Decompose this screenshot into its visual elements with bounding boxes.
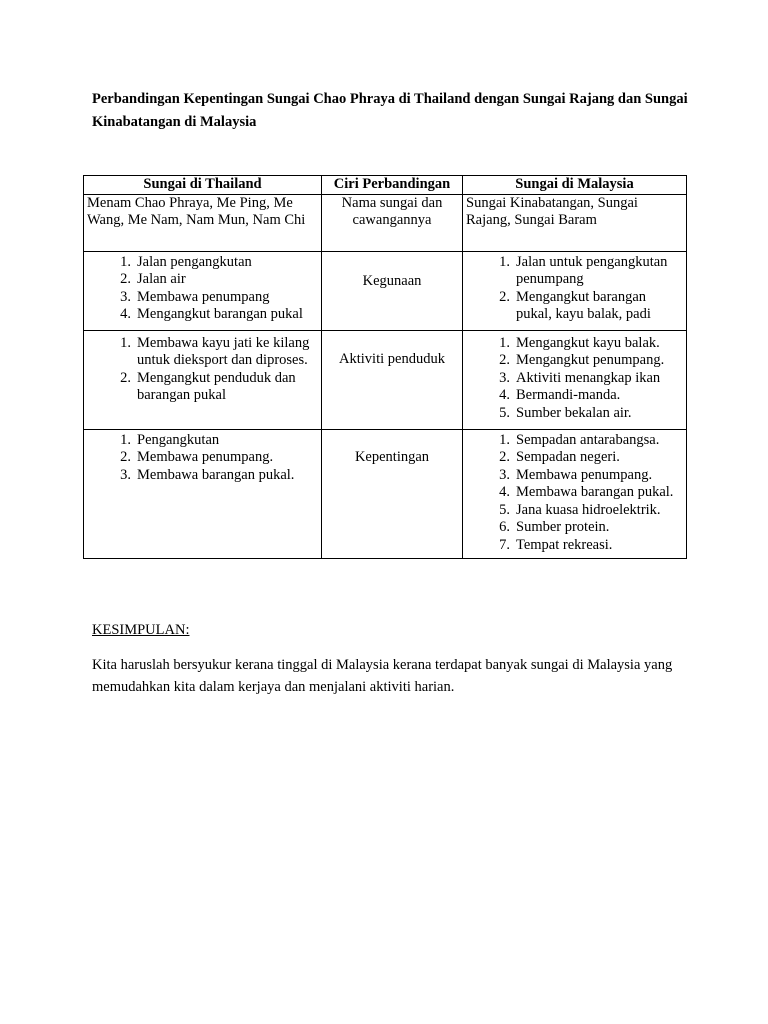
list-item: Mengangkut penumpang. xyxy=(516,352,665,368)
header-thailand: Sungai di Thailand xyxy=(84,176,322,195)
cell-ciri-aktiviti xyxy=(322,330,463,429)
list-item: Sumber bekalan air. xyxy=(516,404,632,421)
cell-malaysia-kepentingan xyxy=(463,429,687,559)
list-item: Jalan pengangkutan xyxy=(137,253,252,270)
cell-thailand-names: Menam Chao Phraya, Me Ping, Me Wang, Me Nam, Nam Mun, Nam Chi xyxy=(84,194,322,251)
table-row xyxy=(84,251,687,330)
list-item: Bermandi-manda. xyxy=(516,387,621,403)
cell-thailand-aktiviti xyxy=(84,330,322,429)
list-item: Mengangkut barangan pukal xyxy=(137,306,303,322)
cell-malaysia-aktiviti xyxy=(463,330,687,429)
ciri-label: Kegunaan xyxy=(362,272,422,289)
table-row xyxy=(84,330,687,429)
cell-ciri-kepentingan xyxy=(322,429,463,559)
list-item: Jana kuasa hidroelektrik. xyxy=(516,501,661,518)
list-item: Membawa barangan pukal. xyxy=(137,466,295,483)
list-item: Membawa barangan pukal. xyxy=(516,484,674,500)
cell-thailand-kegunaan xyxy=(84,251,322,330)
list-item: Pengangkutan xyxy=(137,431,220,448)
list-item: Membawa penumpang xyxy=(137,288,270,305)
list-item: Sumber protein. xyxy=(516,519,610,535)
cell-ciri-kegunaan xyxy=(322,251,463,330)
list-item: Membawa kayu jati ke kilang untuk dieksport dan diproses. xyxy=(137,334,310,368)
cell-malaysia-names: Sungai Kinabatangan, Sungai Rajang, Sungai Baram xyxy=(463,194,687,251)
list-thailand-kegunaan xyxy=(87,254,318,324)
ciri-label: Kepentingan xyxy=(354,448,430,465)
list-item: Sempadan antarabangsa. xyxy=(516,431,660,448)
list-item: Tempat rekreasi. xyxy=(516,536,613,553)
cell-ciri-names: Nama sungai dan cawangannya xyxy=(322,194,463,251)
list-item: Jalan untuk pengangkutan penumpang xyxy=(516,253,668,287)
list-item: Mengangkut barangan pukal, kayu balak, padi xyxy=(516,288,651,322)
cell-thailand-kepentingan xyxy=(84,429,322,559)
document-title: Perbandingan Kepentingan Sungai Chao Phraya di Thailand dengan Sungai Rajang dan Sungai Kinabatangan di Malaysia xyxy=(92,91,688,130)
header-ciri: Ciri Perbandingan xyxy=(322,176,463,195)
ciri-label: Aktiviti penduduk xyxy=(339,350,445,367)
list-malaysia-aktiviti xyxy=(466,335,683,423)
list-thailand-aktiviti xyxy=(87,335,318,405)
conclusion-heading: KESIMPULAN: xyxy=(92,622,190,638)
list-malaysia-kegunaan xyxy=(466,254,683,324)
table-header-row xyxy=(84,176,687,195)
list-malaysia-kepentingan xyxy=(466,432,683,555)
list-item: Membawa penumpang. xyxy=(137,449,274,465)
list-item: Aktiviti menangkap ikan xyxy=(516,369,661,386)
list-item: Membawa penumpang. xyxy=(516,466,653,483)
list-item: Mengangkut kayu balak. xyxy=(516,334,660,351)
list-thailand-kepentingan xyxy=(87,432,318,485)
cell-malaysia-kegunaan xyxy=(463,251,687,330)
list-item: Sempadan negeri. xyxy=(516,449,620,465)
table-row xyxy=(84,194,687,251)
comparison-table xyxy=(83,175,687,559)
table-row xyxy=(84,429,687,559)
header-malaysia: Sungai di Malaysia xyxy=(463,176,687,195)
list-item: Jalan air xyxy=(137,271,186,287)
conclusion-body: Kita haruslah bersyukur kerana tinggal di Malaysia kerana terdapat banyak sungai di Malaysia yang memudahkan kita dalam kerjaya dan menjalani aktiviti harian. xyxy=(92,657,673,695)
list-item: Mengangkut penduduk dan barangan pukal xyxy=(137,369,296,403)
